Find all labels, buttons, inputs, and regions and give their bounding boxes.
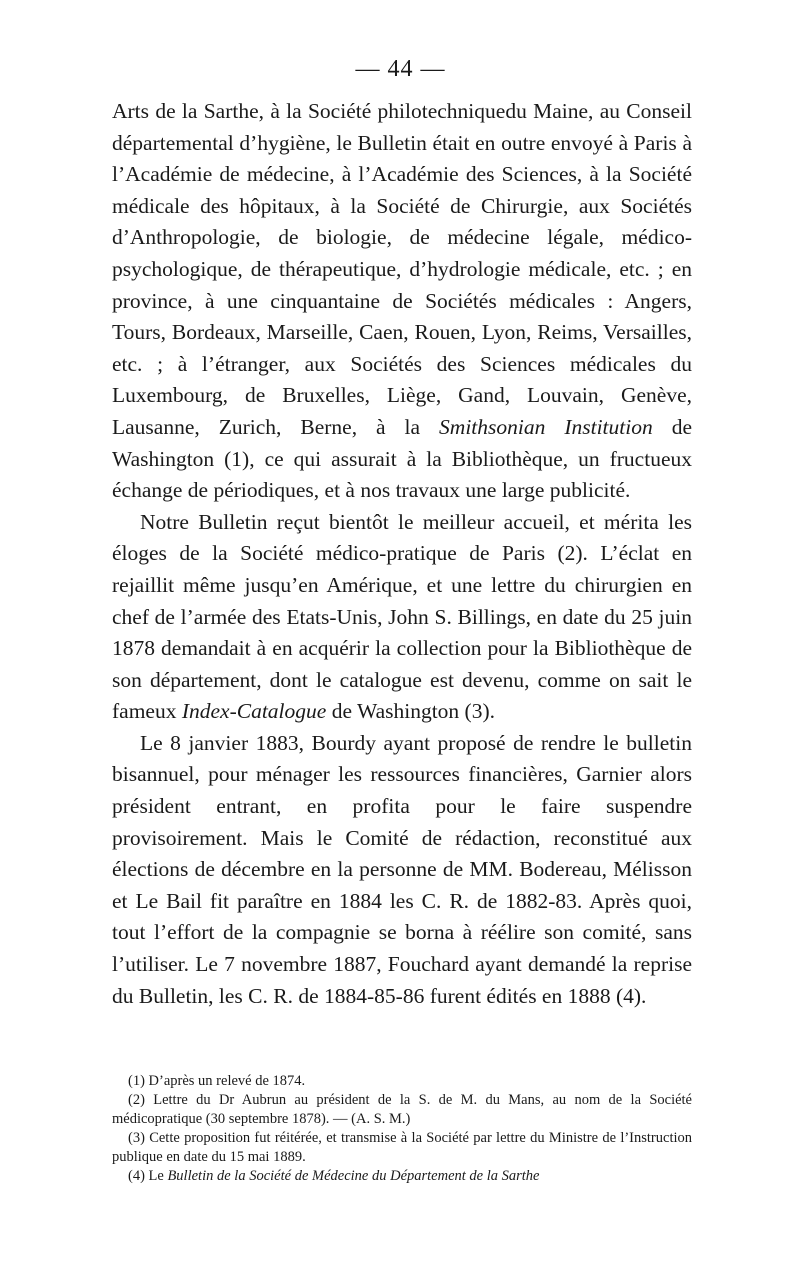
paragraph-1-italic: Smithsonian Institution (439, 414, 653, 439)
footnote-1: (1) D’après un relevé de 1874. (128, 1073, 306, 1089)
paragraph-1 (112, 96, 692, 507)
paragraph-2-text-b: de Washington (3). (326, 699, 495, 724)
paragraph-1-text-b: de Washington (1), ce qui assurait à la Bibliothèque, un fructueux échange de périodiques, et à nos travaux une large publicité. (112, 414, 692, 503)
paragraph-2-text-a: Notre Bulletin reçut bientôt le meilleur accueil, et mérita les éloges de la Société médico-pratique de Paris (2). L’éclat en rejaillit même jusqu’en Amérique, et une lettre du chirurgien en chef de l’armée des Etats-Unis, John S. Billings, en date du 25 juin 1878 demandait à en acquérir la collection pour la Bibliothèque de son département, dont le catalogue est devenu, comme on sait le fameux (112, 509, 692, 724)
footnote-4 (112, 1167, 692, 1186)
footnote-2: (2) Lettre du Dr Aubrun au président de la S. de M. du Mans, au nom de la Société médicopratique (30 septembre 1878). — (A. S. M.) (112, 1092, 692, 1127)
footnote-4-text: (4) Le (128, 1168, 168, 1184)
paragraph-1-text-a: Arts de la Sarthe, à la Société philotechniquedu Maine, au Conseil départemental d’hygiène, le Bulletin était en outre envoyé à Paris à l’Académie de médecine, à l’Académie des Sciences, à la Société médicale des hôpitaux, à la Société de Chirurgie, aux Sociétés d’Anthropologie, de biologie, de médecine légale, médico-psychologique, de thérapeutique, d’hydrologie médicale, etc. ; en province, à une cinquantaine de Sociétés médicales : Angers, Tours, Bordeaux, Marseille, Caen, Rouen, Lyon, Reims, Versailles, etc. ; à l’étranger, aux Sociétés des Sciences médicales du Luxembourg, de Bruxelles, Liège, Gand, Louvain, Genève, Lausanne, Zurich, Berne, à la (112, 99, 692, 439)
paragraph-3: Le 8 janvier 1883, Bourdy ayant proposé de rendre le bulletin bisannuel, pour ménager les ressources financières, Garnier alors président entrant, en profita pour le faire suspendre provisoirement. Mais le Comité de rédaction, reconstitué aux élections de décembre en la personne de MM. Bodereau, Mélisson et Le Bail fit paraître en 1884 les C. R. de 1882-83. Après quoi, tout l’effort de la compagnie se borna à réélire son comité, sans l’utiliser. Le 7 novembre 1887, Fouchard ayant demandé la reprise du Bulletin, les C. R. de 1884-85-86 furent édités en 1888 (4). (112, 730, 692, 1008)
page-number: — 44 — (355, 56, 446, 82)
paragraph-2 (112, 507, 692, 728)
body-text (112, 96, 692, 1012)
footnotes (112, 1072, 692, 1186)
footnote-3: (3) Cette proposition fut réitérée, et transmise à la Société par lettre du Ministre de l’Instruction publique en date du 15 mai 1889. (112, 1130, 692, 1165)
paragraph-2-italic: Index-Catalogue (181, 699, 327, 724)
footnote-4-italic: Bulletin de la Société de Médecine du Département de la Sarthe (167, 1168, 540, 1184)
